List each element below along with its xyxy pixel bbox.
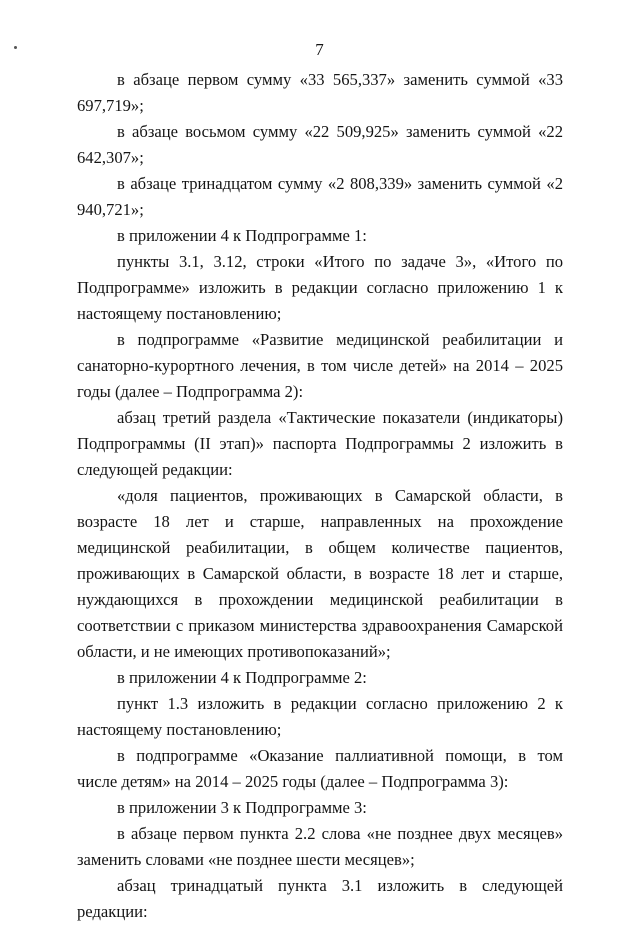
paragraph: пункты 3.1, 3.12, строки «Итого по задаче 3», «Итого по Подпрограмме» изложить в редакции согласно приложению 1 к настоящему постановлению; bbox=[77, 252, 563, 323]
paragraph: абзац третий раздела «Тактические показатели (индикаторы) Подпрограммы (II этап)» паспорта Подпрограммы 2 изложить в следующей редакции: bbox=[77, 408, 563, 479]
page-number: 7 bbox=[315, 40, 324, 59]
paragraph: в абзаце тринадцатом сумму «2 808,339» заменить суммой «2 940,721»; bbox=[77, 174, 563, 219]
paragraph: в приложении 3 к Подпрограмме 3: bbox=[117, 798, 367, 817]
paragraph: пункт 1.3 изложить в редакции согласно приложению 2 к настоящему постановлению; bbox=[77, 694, 563, 739]
paragraph: в приложении 4 к Подпрограмме 1: bbox=[117, 226, 367, 245]
document-body bbox=[77, 67, 563, 925]
paragraph: в подпрограмме «Оказание паллиативной помощи, в том числе детям» на 2014 – 2025 годы (далее – Подпрограмма 3): bbox=[77, 746, 563, 791]
paragraph: в абзаце первом пункта 2.2 слова «не позднее двух месяцев» заменить словами «не позднее шести месяцев»; bbox=[77, 824, 563, 869]
paragraph: «доля пациентов, проживающих в Самарской области, в возрасте 18 лет и старше, направленных на прохождение медицинской реабилитации, в общем количестве пациентов, проживающих в Самарской области, в возрасте 18 лет и старше, нуждающихся в прохождении медицинской реабилитации в соответствии с приказом министерства здравоохранения Самарской области, и не имеющих противопоказаний»; bbox=[77, 486, 563, 661]
paragraph: в абзаце первом сумму «33 565,337» заменить суммой «33 697,719»; bbox=[77, 70, 563, 115]
paragraph: абзац тринадцатый пункта 3.1 изложить в следующей редакции: bbox=[77, 876, 563, 921]
paragraph: в приложении 4 к Подпрограмме 2: bbox=[117, 668, 367, 687]
paragraph: в подпрограмме «Развитие медицинской реабилитации и санаторно-курортного лечения, в том числе детей» на 2014 – 2025 годы (далее – Подпрограмма 2): bbox=[77, 330, 563, 401]
paragraph: в абзаце восьмом сумму «22 509,925» заменить суммой «22 642,307»; bbox=[77, 122, 563, 167]
